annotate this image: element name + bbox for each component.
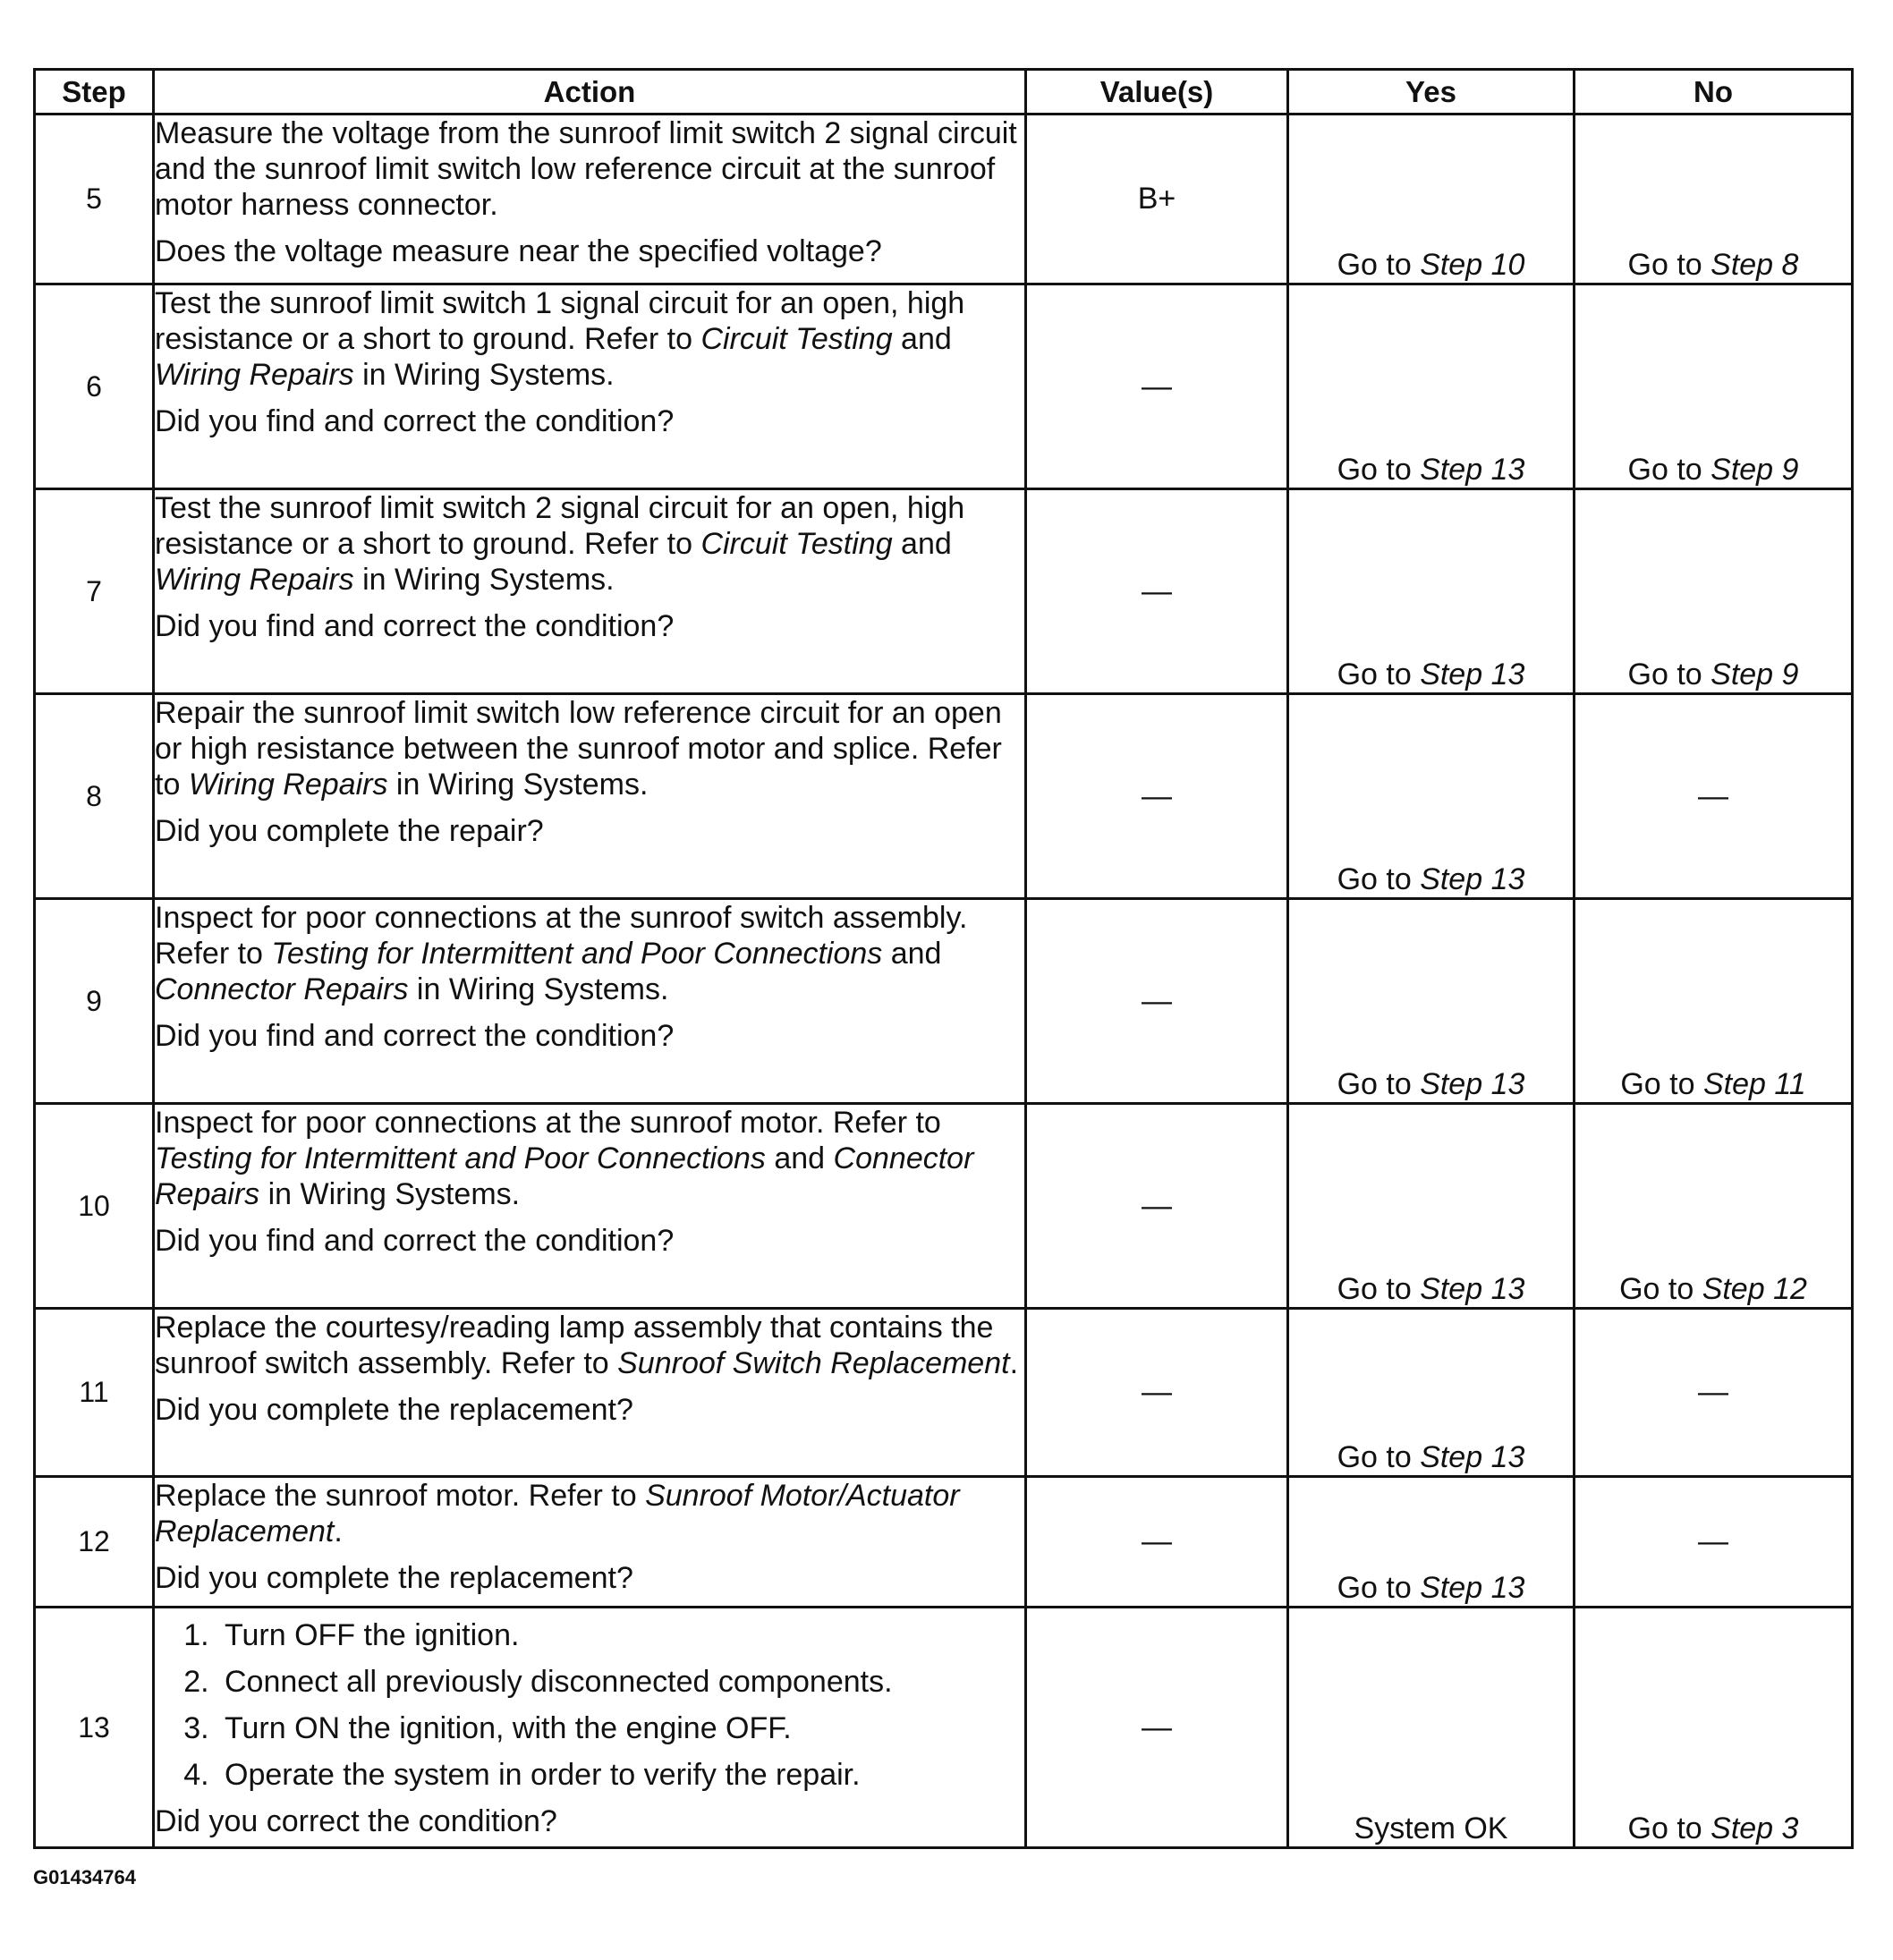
no-cell-step-ref: Step 3 <box>1710 1812 1799 1845</box>
instruction-text: . <box>1009 1346 1019 1380</box>
action-cell <box>154 899 1026 1104</box>
no-cell-prefix: Go to <box>1620 1067 1703 1101</box>
action-instruction <box>155 695 1024 802</box>
yes-cell <box>1288 284 1575 489</box>
step-number: 5 <box>35 115 154 284</box>
reference-title: Wiring Repairs <box>155 358 354 392</box>
table-row <box>35 694 1853 899</box>
instruction-text: in Wiring Systems. <box>353 563 615 597</box>
action-question: Did you find and correct the condition? <box>155 1224 675 1258</box>
yes-cell-step-ref: Step 13 <box>1420 658 1525 692</box>
yes-cell-step-ref: Step 13 <box>1420 862 1525 896</box>
no-cell-step-ref: — <box>1698 1375 1728 1409</box>
no-cell <box>1575 1104 1853 1309</box>
yes-cell <box>1288 1104 1575 1309</box>
value-cell: — <box>1026 899 1288 1104</box>
table-row <box>35 1309 1853 1477</box>
instruction-text: Measure the voltage from the sunroof limit switch 2 signal circuit and the sunroof limit switch low reference circuit at the sunroof motor harness connector. <box>155 116 1017 222</box>
yes-cell <box>1288 899 1575 1104</box>
action-cell <box>154 489 1026 694</box>
no-cell <box>1575 115 1853 284</box>
action-cell <box>154 1608 1026 1848</box>
no-cell <box>1575 1309 1853 1477</box>
action-question: Did you find and correct the condition? <box>155 1019 675 1053</box>
value-cell: — <box>1026 1477 1288 1608</box>
instruction-text: Inspect for poor connections at the sunroof motor. Refer to <box>155 1106 941 1140</box>
header-action: Action <box>154 70 1026 115</box>
reference-title: Circuit Testing <box>700 527 893 561</box>
action-cell <box>154 1477 1026 1608</box>
reference-title: Connector Repairs <box>155 972 409 1006</box>
yes-cell-prefix: Go to <box>1337 1440 1421 1474</box>
instruction-text: Replace the courtesy/reading lamp assembly that contains the sunroof switch assembly. Refer to <box>155 1311 994 1380</box>
no-cell-step-ref: Step 9 <box>1710 658 1799 692</box>
action-instruction <box>155 1310 1024 1381</box>
instruction-text: and <box>892 527 952 561</box>
no-cell <box>1575 1477 1853 1608</box>
procedure-list <box>155 1617 1024 1793</box>
yes-cell <box>1288 1477 1575 1608</box>
table-row <box>35 284 1853 489</box>
yes-cell <box>1288 694 1575 899</box>
step-number: 7 <box>35 489 154 694</box>
value-cell: B+ <box>1026 115 1288 284</box>
header-values: Value(s) <box>1026 70 1288 115</box>
instruction-text: in Wiring Systems. <box>387 768 649 802</box>
value-cell: — <box>1026 694 1288 899</box>
value-cell: — <box>1026 1608 1288 1848</box>
no-cell-step-ref: — <box>1698 778 1728 813</box>
action-cell <box>154 1104 1026 1309</box>
procedure-item: 2. Connect all previously disconnected components. <box>217 1664 1024 1700</box>
reference-title: Wiring Repairs <box>188 768 388 802</box>
yes-cell-step-ref: Step 13 <box>1420 1571 1525 1605</box>
header-no: No <box>1575 70 1853 115</box>
table-row <box>35 489 1853 694</box>
yes-cell-step-ref: Step 13 <box>1420 1272 1525 1306</box>
no-cell <box>1575 284 1853 489</box>
no-cell-prefix: Go to <box>1627 453 1711 487</box>
no-cell <box>1575 694 1853 899</box>
action-question: Did you complete the repair? <box>155 814 544 848</box>
reference-title: Wiring Repairs <box>155 563 354 597</box>
yes-cell-prefix: Go to <box>1337 1571 1421 1605</box>
table-row <box>35 899 1853 1104</box>
header-yes: Yes <box>1288 70 1575 115</box>
yes-cell-prefix: Go to <box>1337 248 1421 282</box>
reference-title: Connector Repairs <box>155 1141 974 1211</box>
no-cell-step-ref: Step 8 <box>1710 248 1799 282</box>
yes-cell <box>1288 489 1575 694</box>
no-cell-step-ref: Step 9 <box>1710 453 1799 487</box>
reference-title: Circuit Testing <box>700 322 893 356</box>
yes-cell <box>1288 1608 1575 1848</box>
action-cell <box>154 115 1026 284</box>
instruction-text: in Wiring Systems. <box>408 972 669 1006</box>
instruction-text: Inspect for poor connections at the sunroof switch assembly. Refer to <box>155 901 968 971</box>
instruction-text: in Wiring Systems. <box>259 1177 521 1211</box>
procedure-item: 1. Turn OFF the ignition. <box>217 1617 1024 1653</box>
diagnostic-table <box>33 68 1854 1849</box>
step-number: 12 <box>35 1477 154 1608</box>
procedure-item: 4. Operate the system in order to verify the repair. <box>217 1757 1024 1793</box>
action-question: Did you find and correct the condition? <box>155 609 675 643</box>
yes-cell-prefix: Go to <box>1337 658 1421 692</box>
value-cell: — <box>1026 1309 1288 1477</box>
table-header <box>35 70 1853 115</box>
step-number: 6 <box>35 284 154 489</box>
no-cell-prefix: Go to <box>1627 248 1711 282</box>
yes-cell <box>1288 115 1575 284</box>
table-row <box>35 115 1853 284</box>
instruction-text: Test the sunroof limit switch 2 signal circuit for an open, high resistance or a short to ground. Refer to <box>155 491 965 561</box>
step-number: 9 <box>35 899 154 1104</box>
yes-cell-prefix: Go to <box>1337 1067 1421 1101</box>
table-body <box>35 115 1853 1848</box>
instruction-text: Repair the sunroof limit switch low reference circuit for an open or high resistance between the sunroof motor and splice. Refer to <box>155 696 1002 802</box>
action-instruction <box>155 900 1024 1007</box>
instruction-text: and <box>892 322 952 356</box>
yes-cell <box>1288 1309 1575 1477</box>
value-cell: — <box>1026 489 1288 694</box>
reference-title: Testing for Intermittent and Poor Connections <box>155 1141 766 1175</box>
action-instruction <box>155 1105 1024 1212</box>
step-number: 8 <box>35 694 154 899</box>
action-instruction <box>155 115 1024 223</box>
instruction-text: . <box>334 1515 343 1548</box>
table-row <box>35 1477 1853 1608</box>
reference-title: Testing for Intermittent and Poor Connections <box>271 937 883 971</box>
action-question: Did you correct the condition? <box>155 1804 557 1838</box>
header-row <box>35 70 1853 115</box>
step-number: 10 <box>35 1104 154 1309</box>
yes-cell-prefix: Go to <box>1337 453 1421 487</box>
yes-cell-prefix: Go to <box>1337 862 1421 896</box>
action-question: Does the voltage measure near the specified voltage? <box>155 234 882 268</box>
action-instruction <box>155 285 1024 393</box>
value-cell: — <box>1026 284 1288 489</box>
no-cell-prefix: Go to <box>1627 1812 1711 1845</box>
reference-title: Sunroof Switch Replacement <box>617 1346 1010 1380</box>
no-cell <box>1575 899 1853 1104</box>
action-question: Did you complete the replacement? <box>155 1561 633 1595</box>
header-step: Step <box>35 70 154 115</box>
action-instruction <box>155 1478 1024 1549</box>
reference-title: Sunroof Motor/Actuator Replacement <box>155 1479 960 1548</box>
yes-cell-step-ref: Step 10 <box>1420 248 1525 282</box>
action-instruction <box>155 490 1024 598</box>
instruction-text: and <box>765 1141 834 1175</box>
instruction-text: and <box>882 937 942 971</box>
value-cell: — <box>1026 1104 1288 1309</box>
action-cell <box>154 694 1026 899</box>
instruction-text: in Wiring Systems. <box>353 358 615 392</box>
action-question: Did you find and correct the condition? <box>155 404 675 438</box>
instruction-text: Replace the sunroof motor. Refer to <box>155 1479 646 1513</box>
table-row <box>35 1104 1853 1309</box>
instruction-text: Test the sunroof limit switch 1 signal circuit for an open, high resistance or a short to ground. Refer to <box>155 286 965 356</box>
yes-cell-prefix: System OK <box>1354 1812 1508 1845</box>
yes-cell-step-ref: Step 13 <box>1420 1440 1525 1474</box>
yes-cell-step-ref: Step 13 <box>1420 453 1525 487</box>
no-cell-step-ref: Step 12 <box>1702 1272 1807 1306</box>
step-number: 11 <box>35 1309 154 1477</box>
table-row <box>35 1608 1853 1848</box>
step-number: 13 <box>35 1608 154 1848</box>
procedure-item: 3. Turn ON the ignition, with the engine OFF. <box>217 1710 1024 1746</box>
no-cell <box>1575 489 1853 694</box>
action-cell <box>154 284 1026 489</box>
figure-id: G01434764 <box>33 1866 136 1888</box>
no-cell-prefix: Go to <box>1627 658 1711 692</box>
no-cell-prefix: Go to <box>1619 1272 1702 1306</box>
no-cell-step-ref: Step 11 <box>1702 1067 1806 1101</box>
action-cell <box>154 1309 1026 1477</box>
action-question: Did you complete the replacement? <box>155 1393 633 1427</box>
yes-cell-step-ref: Step 13 <box>1420 1067 1525 1101</box>
yes-cell-prefix: Go to <box>1337 1272 1421 1306</box>
no-cell-step-ref: — <box>1698 1524 1728 1558</box>
no-cell <box>1575 1608 1853 1848</box>
